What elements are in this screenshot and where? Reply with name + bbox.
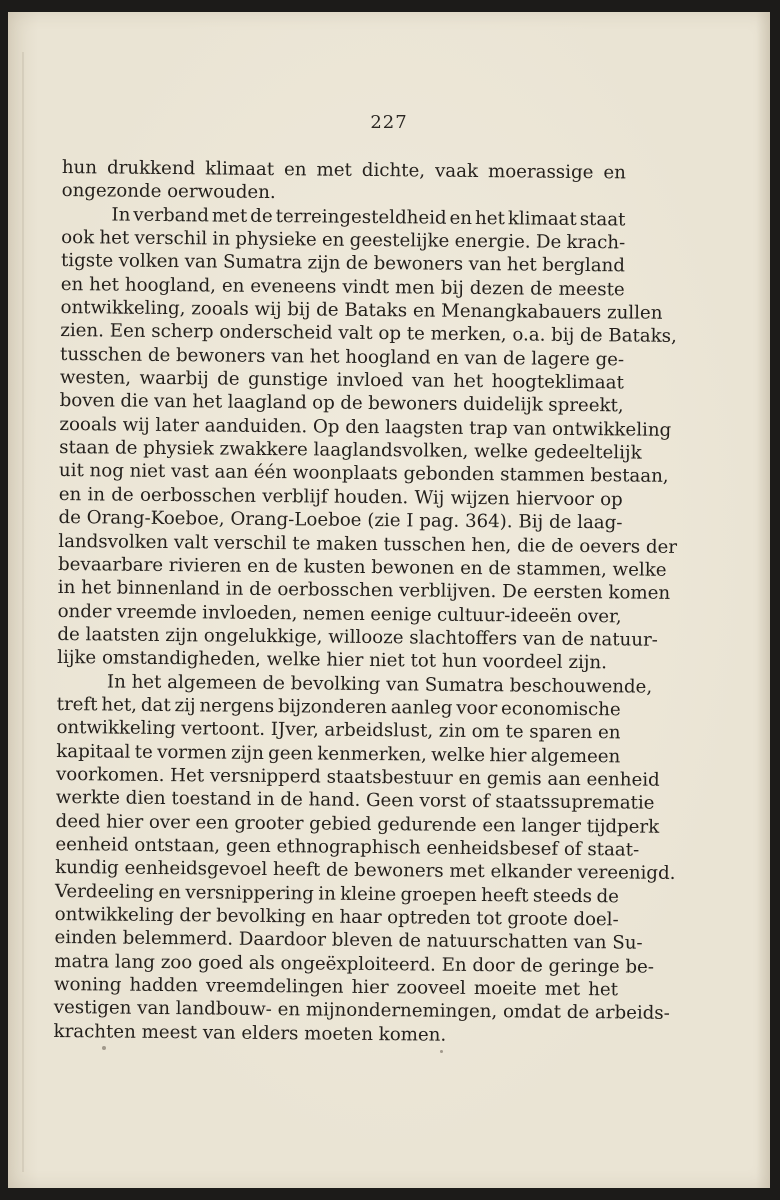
text-line: ontwikkeling vertoont. IJver, arbeidslust, zin om te sparen en [56,717,621,744]
text-line: woning hadden vreemdelingen hier zooveel moeite met het [53,973,619,1001]
text-line: matra lang zoo goed als ongeëxploiteerd. En door de geringe be- [54,950,655,978]
text-line: hun drukkend klimaat en met dichte, vaak moerassige en [61,156,626,184]
text-line: ongezonde oerwouden. [61,180,276,204]
text-line: de Orang-Koeboe, Orang-Loeboe (zie I pag. 364). Bij de laag- [58,507,623,534]
page-number: 227 [370,112,408,133]
text-line: deed hier over een grooter gebied gedurende een langer tijdperk [55,810,660,838]
text-line: uit nog niet vast aan één woonplaats gebonden stammen bestaan, [58,460,669,488]
text-line: ontwikkeling der bevolking en haar optreden tot groote doel- [54,903,619,931]
text-line: lijke omstandigheden, welke hier niet tot hun voordeel zijn. [57,647,608,674]
text-line: Verdeeling en versnippering in kleine groepen heeft steeds de [54,880,620,908]
text-line: ontwikkeling, zooals wij bij de Bataks en Menangkabauers zullen [60,297,663,324]
text-line: einden belemmerd. Daardoor bleven de natuurschatten van Su- [54,927,643,954]
paragraph-1 [62,156,626,208]
book-page [8,12,770,1188]
text-line: ook het verschil in physieke en geestelijke energie. De krach- [61,227,626,254]
text-line: In het algemeen de bevolking van Sumatra beschouwende, [106,671,653,698]
text-line: eenheid ontstaan, geen ethnographisch eenheidsbesef of staat- [55,833,640,861]
text-line: krachten meest van elders moeten komen. [53,1020,447,1046]
paragraph-2 [57,203,678,675]
text-line: landsvolken valt verschil te maken tusschen hen, die de oevers der [58,530,678,558]
text-line: de laatsten zijn ongelukkige, willooze slachtoffers van de natuur- [57,623,658,651]
paper-speck [440,1050,443,1053]
page-edge-shadow [756,12,770,1188]
text-line: In verband met de terreingesteldheid en het klimaat staat [111,204,626,231]
text-line: en in de oerbosschen verblijf houden. Wij wijzen hiervoor op [58,483,623,511]
text-line: in het binnenland in de oerbosschen verblijven. De eersten komen [57,577,671,605]
text-line: treft het, dat zij nergens bijzonderen aanleg voor economische [56,693,621,721]
paragraph-3 [53,670,676,1049]
text-line: boven die van het laagland op de bewoners duidelijk spreekt, [59,390,624,417]
text-line: kundig eenheidsgevoel heeft de bewoners met elkander vereenigd. [55,857,676,885]
paper-speck [102,1046,106,1050]
text-line: zooals wij later aanduiden. Op den laagsten trap van ontwikkeling [59,413,672,441]
text-line: tusschen de bewoners van het hoogland en van de lagere ge- [59,343,625,371]
text-line: en het hoogland, en eveneens vindt men bij dezen de meeste [60,273,625,301]
text-line: vestigen van landbouw- en mijnondernemingen, omdat de arbeids- [53,997,670,1025]
text-line: kapitaal te vormen zijn geen kenmerken, welke hier algemeen [56,740,621,767]
page-gutter [22,52,24,1172]
text-line: voorkomen. Het versnipperd staatsbestuur en gemis aan eenheid [55,763,660,791]
body-text [53,156,678,1048]
text-line: staan de physiek zwakkere laaglandsvolken, welke gedeeltelijk [59,437,642,464]
text-line: onder vreemde invloeden, nemen eenige cultuur-ideeën over, [57,600,622,627]
text-line: tigste volken van Sumatra zijn de bewoners van het bergland [60,250,626,277]
text-line: werkte dien toestand in de hand. Geen vorst of staatssuprematie [55,787,655,814]
text-line: zien. Een scherp onderscheid valt op te merken, o.a. bij de Bataks, [60,320,677,348]
text-line: bevaarbare rivieren en de kusten bewonen en de stammen, welke [57,553,667,581]
text-line: westen, waarbij de gunstige invloed van het hoogteklimaat [59,367,624,394]
